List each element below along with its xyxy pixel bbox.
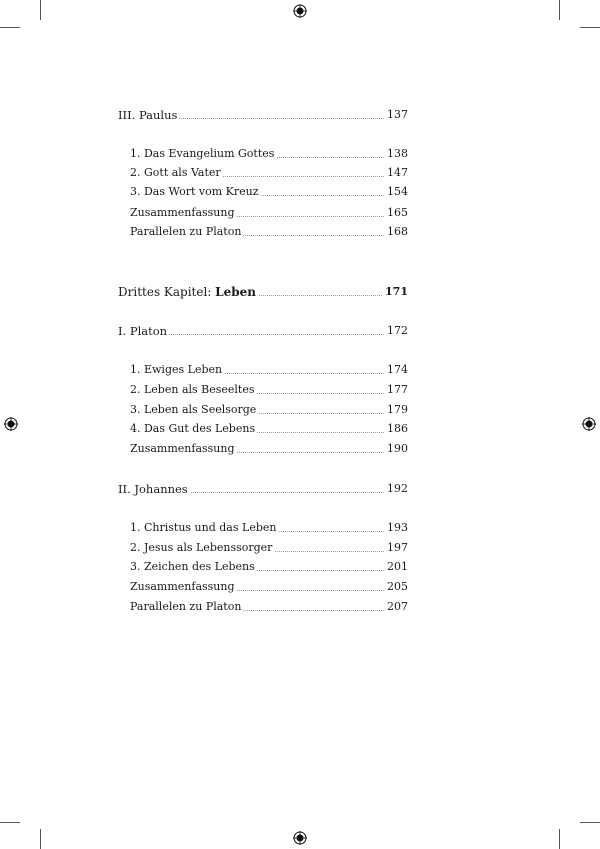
toc-label: 4. Das Gut des Lebens	[130, 422, 256, 435]
toc-page-number: 190	[387, 442, 408, 455]
toc-page-number: 205	[387, 580, 408, 593]
toc-item	[0, 382, 600, 398]
toc-label: I. Platon	[118, 324, 168, 338]
toc-page-number: 192	[387, 482, 408, 495]
crop-mark-bottom-left-v	[40, 829, 41, 849]
toc-label: Zusammenfassung	[130, 580, 235, 593]
toc-label: II. Johannes	[118, 482, 188, 496]
crop-mark-top-left-v	[40, 0, 41, 20]
toc-label: Zusammenfassung	[130, 442, 235, 455]
toc-label: 3. Leben als Seelsorge	[130, 403, 257, 416]
toc-page-number: 193	[387, 521, 408, 534]
crop-mark-bottom-left-h	[0, 822, 20, 823]
crop-mark-bottom-right-h	[580, 822, 600, 823]
toc-page-number: 172	[387, 324, 408, 337]
toc-page-number: 154	[387, 185, 408, 198]
toc-item	[0, 224, 600, 240]
toc-page-number: 174	[387, 363, 408, 376]
toc-label: 3. Zeichen des Lebens	[130, 560, 255, 573]
toc-chapter-label	[118, 284, 258, 300]
toc-page-number: 137	[387, 108, 408, 121]
crop-mark-bottom-right-v	[559, 829, 560, 849]
crop-mark-top-right-v	[559, 0, 560, 20]
toc-label: 3. Das Wort vom Kreuz	[130, 185, 259, 198]
toc-label: Parallelen zu Platon	[130, 225, 242, 238]
toc-item	[0, 402, 600, 418]
toc-label: 1. Das Evangelium Gottes	[130, 147, 275, 160]
toc-section-platon	[0, 323, 600, 339]
toc-page-number: 197	[387, 541, 408, 554]
toc-item	[0, 421, 600, 437]
toc-page-number: 147	[387, 166, 408, 179]
toc-page-number: 186	[387, 422, 408, 435]
toc-page-number: 177	[387, 383, 408, 396]
toc-label: 1. Christus und das Leben	[130, 521, 277, 534]
registration-mark-icon	[293, 4, 307, 18]
toc-page-number: 171	[385, 285, 408, 298]
chapter-prefix: Drittes Kapitel:	[118, 285, 216, 299]
toc-page-number: 138	[387, 147, 408, 160]
toc-label: 2. Gott als Vater	[130, 166, 221, 179]
toc-item	[0, 165, 600, 181]
toc-page-number: 179	[387, 403, 408, 416]
toc-item	[0, 146, 600, 162]
toc-item	[0, 559, 600, 575]
toc-section-paulus	[0, 107, 600, 123]
crop-mark-top-left-h	[0, 27, 20, 28]
toc-item	[0, 362, 600, 378]
toc-chapter-leben	[0, 284, 600, 300]
chapter-title: Leben	[215, 285, 256, 299]
toc-label: 2. Leben als Beseeltes	[130, 383, 255, 396]
toc-page-number: 201	[387, 560, 408, 573]
toc-item	[0, 540, 600, 556]
toc-label: 2. Jesus als Lebenssorger	[130, 541, 273, 554]
toc-item	[0, 599, 600, 615]
toc-label: 1. Ewiges Leben	[130, 363, 223, 376]
toc-item	[0, 520, 600, 536]
toc-section-johannes	[0, 481, 600, 497]
toc-item	[0, 205, 600, 221]
toc-label: Parallelen zu Platon	[130, 600, 242, 613]
toc-label: III. Paulus	[118, 108, 178, 122]
toc-page-number: 207	[387, 600, 408, 613]
toc-page-number: 168	[387, 225, 408, 238]
toc-page-number: 165	[387, 206, 408, 219]
crop-mark-top-right-h	[580, 27, 600, 28]
registration-mark-icon	[293, 831, 307, 845]
toc-item	[0, 184, 600, 200]
toc-item	[0, 579, 600, 595]
toc-label: Zusammenfassung	[130, 206, 235, 219]
toc-item	[0, 441, 600, 457]
